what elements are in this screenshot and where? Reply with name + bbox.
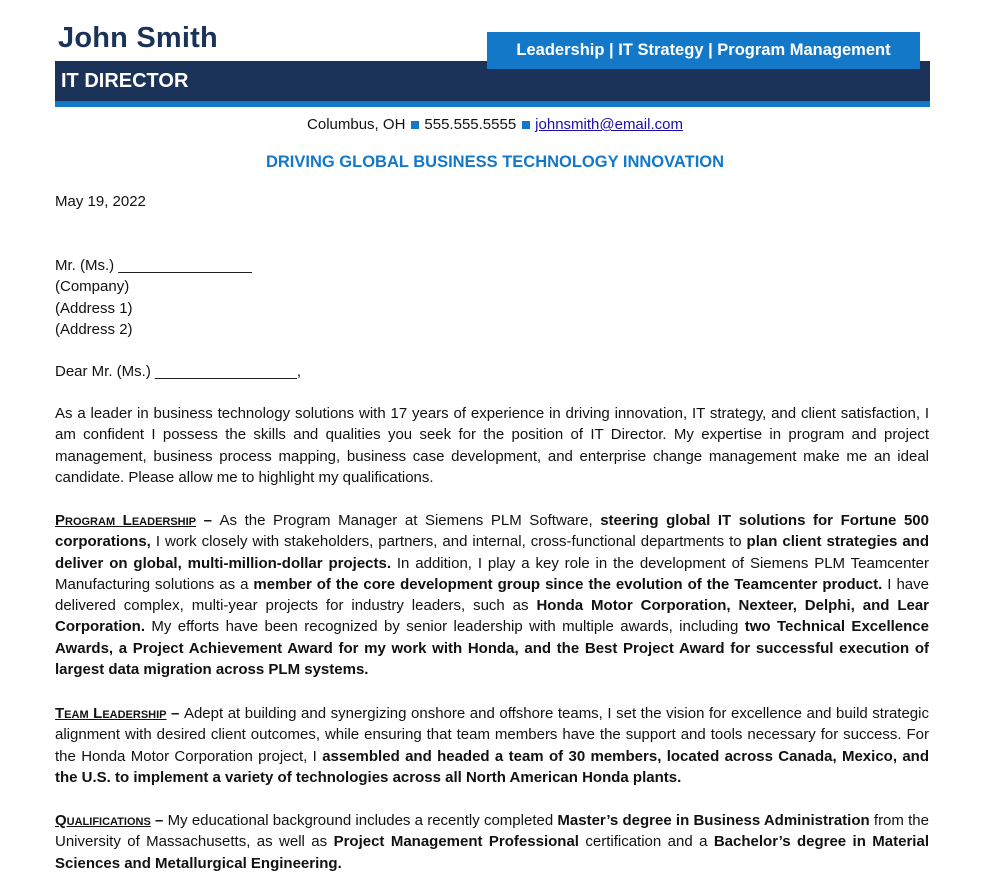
tagline-box — [487, 32, 920, 69]
team-leadership-heading: Team Leadership — [55, 705, 167, 722]
team-leadership-paragraph: Team Leadership – Adept at building and synergizing onshore and offshore teams, I set the vision for excellence and build strategic alignment with desired client outcomes, while ensuring that team members have the support and tools necessary for success. For the Honda Motor Corporation project, I assembled and headed a team of 30 members, located across Canada, Mexico, and the U.S. to implement a variety of technologies across all North American Honda plants. — [55, 705, 929, 786]
recipient-address-2: (Address 2) — [55, 320, 133, 338]
program-leadership-heading: Program Leadership — [55, 512, 197, 529]
qualifications-paragraph: Qualifications – My educational background includes a recently completed Master’s degree in Business Administration from the University of Massachusetts, as well as Project Management Professional certification and a Bachelor’s degree in Material Sciences and Metallurgical Engineering. — [55, 812, 929, 872]
recipient-company: (Company) — [55, 278, 130, 296]
headline: DRIVING GLOBAL BUSINESS TECHNOLOGY INNOVATION — [265, 153, 725, 171]
square-bullet-icon — [522, 121, 530, 129]
separator: – — [150, 812, 168, 829]
letter-date: May 19, 2022 — [55, 193, 146, 210]
qualifications-heading: Qualifications — [55, 812, 151, 829]
salutation: Dear Mr. (Ms.) _________________, — [55, 363, 301, 380]
recipient-block — [55, 255, 929, 340]
separator: – — [166, 705, 184, 722]
contact-line — [0, 116, 990, 133]
tagline: Leadership | IT Strategy | Program Management — [516, 41, 891, 59]
program-leadership-paragraph: Program Leadership – As the Program Manager at Siemens PLM Software, steering global IT solutions for Fortune 500 corporations, I work closely with stakeholders, partners, and internal, cross-functional departments to plan client strategies and deliver on global, multi-million-dollar projects. In addition, I play a key role in the development of Siemens PLM Teamcenter Manufacturing solutions as a member of the core development group since the evolution of the Teamcenter product. I have delivered complex, multi-year projects for industry leaders, such as Honda Motor Corporation, Nexteer, Delphi, and Lear Corporation. My efforts have been recognized by senior leadership with multiple awards, including two Technical Excellence Awards, a Project Achievement Award for my work with Honda, and the Best Project Award for successful execution of largest data migration across PLM systems. — [55, 512, 930, 679]
separator: – — [196, 512, 220, 529]
candidate-name: John Smith — [58, 22, 218, 54]
intro-paragraph: As a leader in business technology solutions with 17 years of experience in driving innovation, IT strategy, and client satisfaction, I am confident I possess the skills and qualities you seek for the position of IT Director. My expertise in program and project management, business process mapping, business case development, and enterprise change management make me an ideal candidate. Please allow me to highlight my qualifications. — [55, 405, 929, 486]
title-accent-stripe — [55, 101, 930, 107]
email-link[interactable]: johnsmith@email.com — [535, 116, 683, 133]
phone: 555.555.5555 — [424, 116, 517, 133]
job-title: IT DIRECTOR — [61, 70, 189, 92]
recipient-address-1: (Address 1) — [55, 299, 133, 317]
location: Columbus, OH — [307, 116, 406, 133]
square-bullet-icon — [411, 121, 419, 129]
recipient-name: Mr. (Ms.) ________________ — [55, 257, 252, 274]
